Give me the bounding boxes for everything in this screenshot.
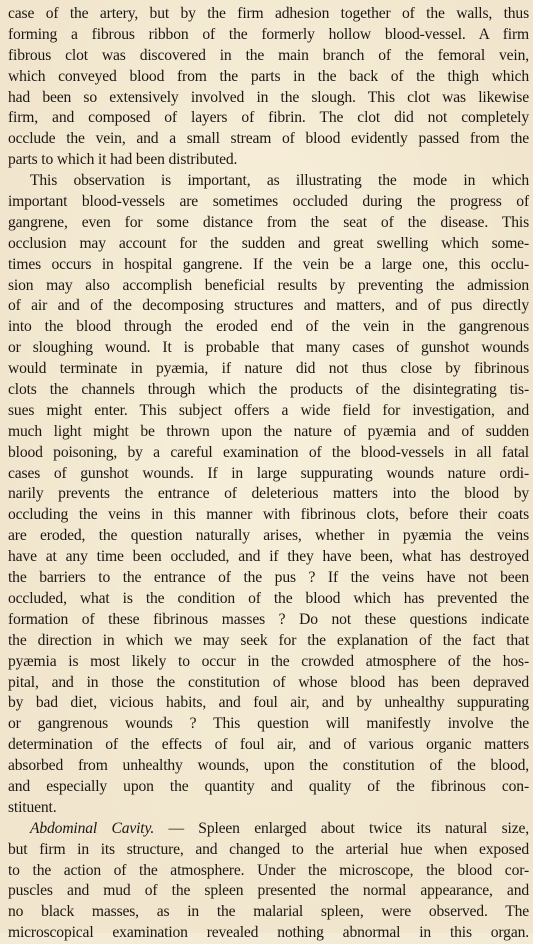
text-line: occlude the vein, and a small stream of blood evidently passed from the: [8, 130, 529, 148]
text-line: by bad diet, vicious habits, and foul air, and by unhealthy suppurating: [8, 694, 529, 712]
text-line: the direction in which we may seek for the explanation of the fact that: [8, 631, 529, 649]
text-line: parts to which it had been distributed.: [8, 151, 238, 169]
text-line: into the blood through the eroded end of the vein in the gangrenous: [8, 318, 529, 336]
text-line: stituent.: [8, 798, 57, 816]
text-line: are eroded, the question naturally arises, whether in pyæmia the veins: [8, 527, 529, 545]
text-line: fibrous clot was discovered in the main branch of the femoral vein,: [8, 46, 529, 64]
text-line: firm, and composed of layers of fibrin. The clot did not completely: [8, 109, 529, 127]
text-line: important blood-vessels are sometimes occluded during the progress of: [8, 193, 529, 211]
text-run: — Spleen enlarged about twice its natural size,: [154, 819, 529, 837]
paragraph-2: [8, 171, 529, 819]
text-line: occluded, what is the condition of the blood which has prevented the: [8, 589, 529, 607]
text-line: pyæmia is most likely to occur in the crowded atmosphere of the hos-: [8, 652, 529, 670]
text-line: [8, 819, 529, 840]
text-line: occlusion may account for the sudden and great swelling which some-: [8, 234, 529, 252]
text-line: have at any time been occluded, and if they have been, what has destroyed: [8, 548, 529, 566]
text-line: had been so extensively involved in the slough. This clot was likewise: [8, 88, 529, 106]
text-line: sion may also accomplish beneficial results by preventing the admission: [8, 276, 529, 294]
text-line: cases of gunshot wounds. If in large suppurating wounds nature ordi-: [8, 464, 529, 482]
text-line: or sloughing wound. It is probable that many cases of gunshot wounds: [8, 339, 529, 357]
paragraph-3: [8, 819, 529, 944]
text-line: determination of the effects of foul air, and of various organic matters: [8, 736, 529, 754]
section-heading: Abdominal Cavity.: [30, 819, 155, 837]
text-line: times occurs in hospital gangrene. If the vein be a large one, this occlu-: [8, 255, 529, 273]
text-line: forming a fibrous ribbon of the formerly hollow blood-vessel. A firm: [8, 25, 529, 43]
text-line: but firm in its structure, and changed to the arterial hue when exposed: [8, 840, 529, 858]
text-line: pital, and in those the constitution of whose blood has been depraved: [8, 673, 529, 691]
text-line: case of the artery, but by the firm adhesion together of the walls, thus: [8, 5, 529, 22]
text-line: or gangrenous wounds ? This question will manifestly involve the: [8, 715, 529, 733]
text-line: to the action of the atmosphere. Under the microscope, the blood cor-: [8, 861, 529, 879]
text-line: and especially upon the quantity and quality of the fibrinous con-: [8, 777, 529, 795]
text-line: which conveyed blood from the parts in the back of the thigh which: [8, 67, 529, 85]
text-line: puscles and mud of the spleen presented the normal appearance, and: [8, 882, 529, 900]
text-line: occluding the veins in this manner with fibrinous clots, before their coats: [8, 506, 529, 524]
paragraph-1: [8, 4, 529, 171]
text-line: absorbed from unhealthy wounds, upon the constitution of the blood,: [8, 757, 529, 775]
text-line: gangrene, even for some distance from the seat of the disease. This: [8, 213, 529, 231]
text-line: microscopical examination revealed nothing abnormal in this organ.: [8, 924, 529, 942]
text-line: no black masses, as in the malarial spleen, were observed. The: [8, 903, 529, 921]
text-line: blood poisoning, by a careful examination of the blood-vessels in all fatal: [8, 443, 529, 461]
text-line: much light might be thrown upon the nature of pyæmia and of sudden: [8, 422, 529, 440]
text-line: of air and of the decomposing structures and matters, and of pus directly: [8, 297, 529, 315]
text-line: narily prevents the entrance of deleterious matters into the blood by: [8, 485, 529, 503]
text-line: This observation is important, as illustrating the mode in which: [30, 172, 529, 190]
text-line: would terminate in pyæmia, if nature did not thus close by fibrinous: [8, 360, 529, 378]
text-line: clots the channels through which the products of the disintegrating tis-: [8, 381, 529, 399]
text-line: formation of these fibrinous masses ? Do not these questions indicate: [8, 610, 529, 628]
text-line: sues might enter. This subject offers a wide field for investigation, and: [8, 401, 529, 419]
text-line: the barriers to the entrance of the pus ? If the veins have not been: [8, 569, 529, 587]
